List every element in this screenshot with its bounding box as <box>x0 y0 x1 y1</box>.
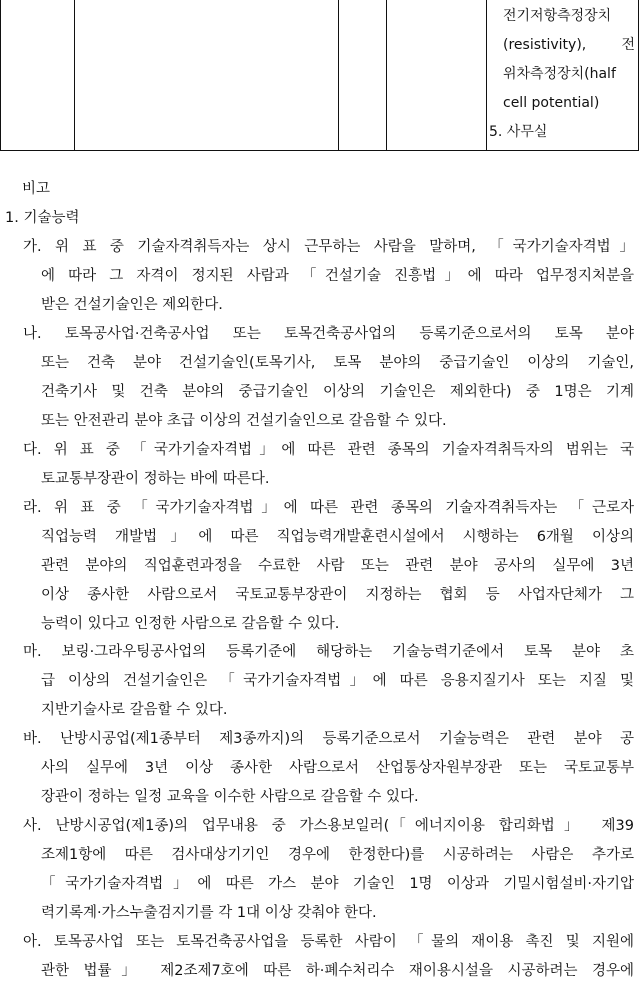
table-bottom-border <box>0 150 639 151</box>
table-column-divider <box>486 0 487 151</box>
note-line: 사의 실무에 3년 이상 종사한 사람으로서 산업통상자원부장관 또는 국토교통부 <box>41 760 634 776</box>
note-line: 관한 법률」 제2조제7호에 따른 하·폐수처리수 재이용시설을 시공하려는 경우에 <box>41 963 634 979</box>
note-line: 지반기술사로 갈음할 수 있다. <box>41 702 228 718</box>
note-line: 토교통부장관이 정하는 바에 따른다. <box>41 471 270 487</box>
note-line: 장관이 정하는 일정 교육을 이수한 사람으로 갈음할 수 있다. <box>41 789 419 805</box>
table-column-divider <box>386 0 387 151</box>
note-line: 또는 건축 분야 건설기술인(토목기사, 토목 분야의 중급기술인 이상의 기술인, <box>41 355 634 371</box>
section-heading: 1. 기술능력 <box>5 210 80 226</box>
note-line: 받은 건설기술인은 제외한다. <box>41 297 223 313</box>
table-column-divider <box>338 0 339 151</box>
note-line: 라. 위 표 중 「국가기술자격법」에 따른 관련 종목의 기술자격취득자는 「근로자 <box>23 500 634 516</box>
note-line: 급 이상의 건설기술인은 「국가기술자격법」에 따른 응용지질기사 또는 지질 및 <box>41 673 634 689</box>
note-item-na <box>23 320 634 436</box>
note-item-ra <box>23 494 634 639</box>
table-column-divider <box>74 0 75 151</box>
note-line: 다. 위 표 중 「국가기술자격법」에 따른 관련 종목의 기술자격취득자의 범위는 국 <box>23 442 634 458</box>
note-line: 「국가기술자격법」에 따른 가스 분야 기술인 1명 이상과 기밀시험설비·자기압 <box>41 876 634 892</box>
note-line: 건축기사 및 건축 분야의 중급기술인 이상의 기술인은 제외한다) 중 1명은 기계 <box>41 384 634 400</box>
note-item-a <box>23 928 634 986</box>
equipment-cell <box>489 2 635 140</box>
note-line: 아. 토목공사업 또는 토목건축공사업을 등록한 사람이 「물의 재이용 촉진 및 지원에 <box>23 934 634 950</box>
note-line: 력기록계·가스누출검지기를 각 1대 이상 갖춰야 한다. <box>41 905 377 921</box>
office-item: 5. 사무실 <box>489 124 548 140</box>
remarks-title: 비고 <box>22 181 51 197</box>
equipment-cell-line: (resistivity), 전 <box>503 37 635 53</box>
table-border-left <box>0 0 1 151</box>
license-table-fragment <box>0 0 639 151</box>
note-line: 이상 종사한 사람으로서 국토교통부장관이 지정하는 협회 등 사업자단체가 그 <box>41 587 634 603</box>
note-line: 사. 난방시공업(제1종)의 업무내용 중 가스용보일러(「에너지이용 합리화법」 제39 <box>23 818 634 834</box>
note-item-da <box>23 436 634 494</box>
note-item-sa <box>23 812 634 928</box>
equipment-cell-line: 전기저항측정장치 <box>503 8 612 24</box>
equipment-cell-line: cell potential) <box>503 95 600 111</box>
note-item-ma <box>23 638 634 725</box>
equipment-cell-line: 위차측정장치(half <box>503 66 616 82</box>
note-line: 바. 난방시공업(제1종부터 제3종까지)의 등록기준으로서 기술능력은 관련 분야 공 <box>23 731 634 747</box>
note-line: 또는 안전관리 분야 초급 이상의 건설기술인으로 갈음할 수 있다. <box>41 413 447 429</box>
note-item-ga <box>23 233 634 320</box>
note-line: 능력이 있다고 인정한 사람으로 갈음할 수 있다. <box>41 616 340 632</box>
note-line: 마. 보링·그라우팅공사업의 등록기준에 해당하는 기술능력기준에서 토목 분야 초 <box>23 644 634 660</box>
note-line: 조제1항에 따른 검사대상기기인 경우에 한정한다)를 시공하려는 사람은 추가로 <box>41 847 634 863</box>
note-line: 직업능력 개발법」에 따른 직업능력개발훈련시설에서 시행하는 6개월 이상의 <box>41 529 634 545</box>
note-line: 나. 토목공사업·건축공사업 또는 토목건축공사업의 등록기준으로서의 토목 분야 <box>23 326 634 342</box>
note-item-ba <box>23 725 634 812</box>
note-line: 가. 위 표 중 기술자격취득자는 상시 근무하는 사람을 말하며, 「국가기술자격법」 <box>23 239 634 255</box>
note-line: 에 따라 그 자격이 정지된 사람과 「건설기술 진흥법」에 따라 업무정지처분을 <box>41 268 634 284</box>
note-line: 관련 분야의 직업훈련과정을 수료한 사람 또는 관련 분야 공사의 실무에 3년 <box>41 558 634 574</box>
